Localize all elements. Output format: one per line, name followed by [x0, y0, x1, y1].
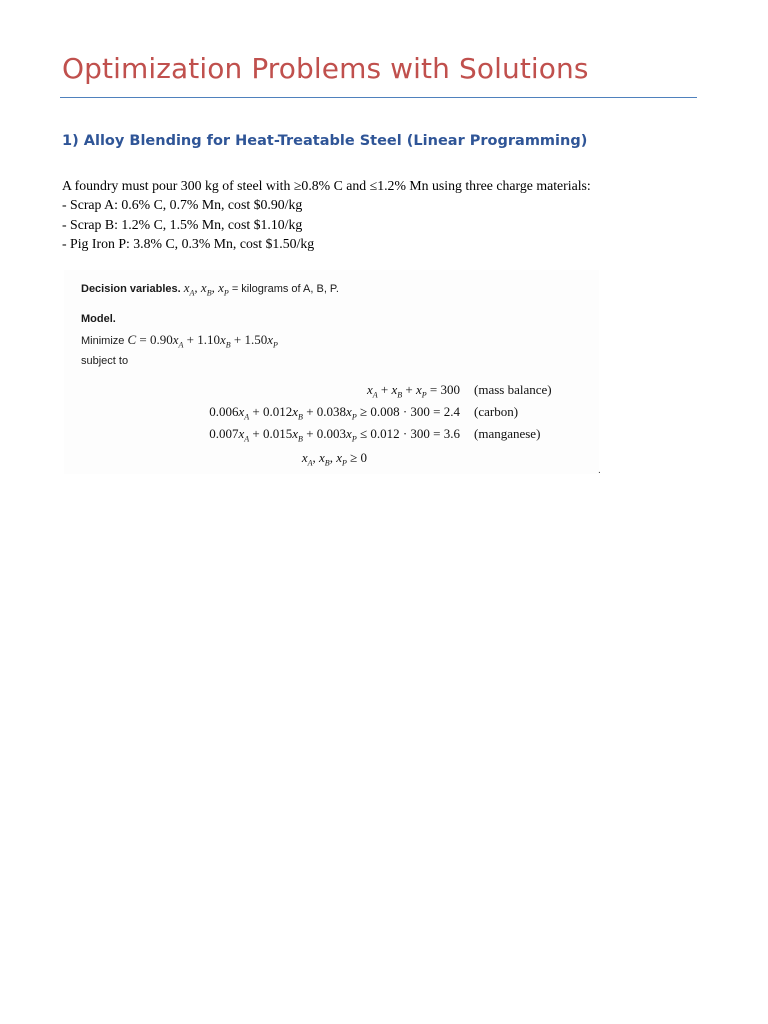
objective-line [81, 332, 278, 350]
decision-desc: = kilograms of A, B, P. [231, 283, 339, 295]
decision-vars: $x_A$, $x_B$, $x_P$ [183, 280, 229, 298]
intro-line: - Scrap B: 1.2% C, 1.5% Mn, cost $1.10/kg [62, 216, 303, 232]
section-heading: 1) Alloy Blending for Heat-Treatable Steel (Linear Programming) [62, 133, 588, 149]
constraint-label: (manganese) [474, 426, 541, 441]
constraint-label: (mass balance) [474, 382, 552, 397]
subject-to-label: subject to [81, 355, 129, 367]
constraint-label: (carbon) [474, 404, 519, 419]
title-divider [60, 97, 697, 98]
model-image: Decision variables. $x_A$, $x_B$, $x_P$ = kilograms of A, B, P. Model. Minimize $C = 0.90x_A + 1.10x_B + 1.50x_P$ subject to $x_A + x_B + x_P = 300$ (mass balance) $0.006x_A + 0.012x_B + 0.038x_P \ge 0.008 \cdot 300 = 2.4$ (carbon) $0.007x_A + 0.015x_B + 0.003x_P \le 0.012 \cdot 300 = 3.6$ (manganese) $x_A$, $x_B$, $x_P \ge 0$ [64, 270, 599, 474]
problem-statement [62, 176, 591, 253]
model-label: Model. [81, 313, 116, 325]
stray-dot: . [598, 465, 601, 476]
decision-variables-line [81, 280, 339, 298]
intro-line: - Pig Iron P: 3.8% C, 0.3% Mn, cost $1.50/kg [62, 235, 315, 251]
objective-expression: $C = 0.90x_A + 1.10x_B + 1.50x_P$ [127, 332, 278, 350]
decision-label: Decision variables. [81, 283, 181, 295]
page-title: Optimization Problems with Solutions [62, 52, 589, 85]
minimize-label: Minimize [81, 335, 125, 347]
intro-line: A foundry must pour 300 kg of steel with ≥0.8% C and ≤1.2% Mn using three charge materials: [62, 178, 591, 193]
intro-line: - Scrap A: 0.6% C, 0.7% Mn, cost $0.90/kg [62, 197, 303, 213]
